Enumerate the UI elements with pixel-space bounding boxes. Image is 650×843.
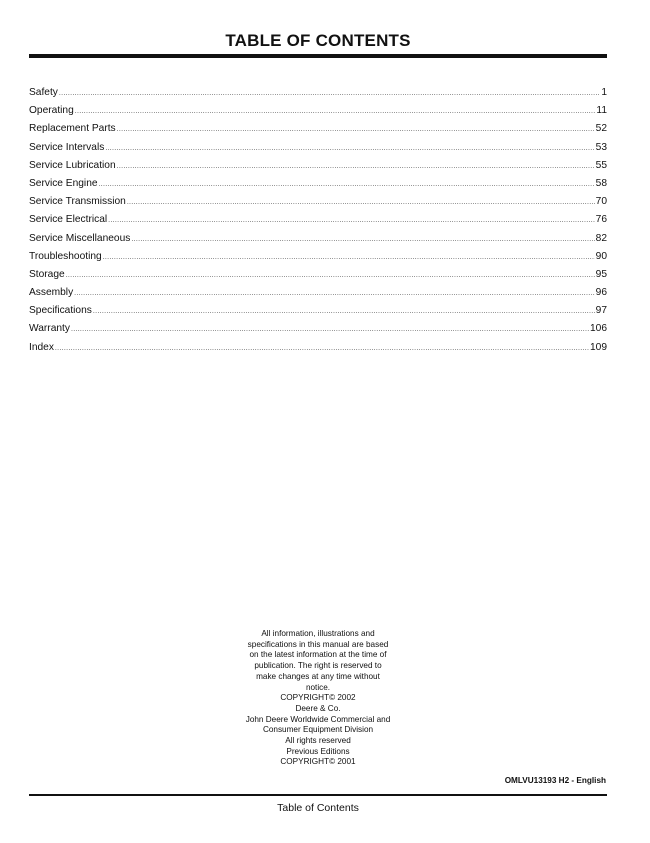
toc-page-number: 1 — [601, 87, 607, 98]
toc-leader-dots — [59, 85, 600, 103]
toc-page-number: 11 — [596, 105, 607, 117]
notice-line: publication. The right is reserved to — [254, 661, 382, 671]
toc-leader-dots — [117, 158, 595, 176]
toc-label: Service Engine — [29, 177, 98, 189]
toc-page-number: 76 — [595, 214, 607, 226]
notice-line: COPYRIGHT© 2002 — [280, 693, 356, 703]
toc-entry-safety[interactable] — [29, 84, 607, 102]
toc-leader-dots — [55, 340, 589, 358]
notice-line: COPYRIGHT© 2001 — [280, 757, 356, 767]
notice-line: Deere & Co. — [295, 703, 341, 713]
toc-page-number: 52 — [595, 123, 607, 135]
toc-page-number: 96 — [595, 287, 607, 299]
toc-entry-service-engine[interactable] — [29, 175, 607, 193]
toc-entry-operating[interactable] — [29, 102, 607, 120]
toc-label: Service Lubrication — [29, 159, 116, 171]
notice-line: Consumer Equipment Division — [262, 725, 374, 735]
toc-leader-dots — [117, 121, 595, 139]
toc-entry-index[interactable] — [29, 339, 607, 357]
page-footer: Table of Contents — [277, 802, 359, 814]
notice-line: John Deere Worldwide Commercial and — [245, 714, 391, 724]
toc-label: Service Transmission — [29, 196, 126, 208]
toc-leader-dots — [131, 231, 594, 249]
page-title: TABLE OF CONTENTS — [225, 31, 411, 50]
toc-leader-dots — [127, 194, 595, 212]
toc-page-number: 106 — [590, 323, 607, 335]
toc-page-number: 53 — [595, 141, 607, 153]
toc-entry-specifications[interactable] — [29, 302, 607, 320]
toc-leader-dots — [108, 212, 595, 230]
footer-rule — [29, 794, 607, 796]
toc-entry-service-electrical[interactable] — [29, 211, 607, 229]
toc-leader-dots — [74, 285, 594, 303]
title-rule — [29, 54, 607, 58]
toc-page-number: 58 — [595, 177, 607, 189]
toc-entry-warranty[interactable] — [29, 320, 607, 338]
toc-entry-service-lubrication[interactable] — [29, 157, 607, 175]
toc-entry-storage[interactable] — [29, 266, 607, 284]
toc-entry-service-miscellaneous[interactable] — [29, 230, 607, 248]
toc-entry-service-intervals[interactable] — [29, 139, 607, 157]
toc-label: Assembly — [29, 287, 74, 299]
toc-entry-troubleshooting[interactable] — [29, 248, 607, 266]
toc-label: Warranty — [29, 323, 70, 335]
notice-line: notice. — [305, 682, 331, 692]
toc-entry-service-transmission[interactable] — [29, 193, 607, 211]
toc-leader-dots — [66, 267, 595, 285]
toc-label: Service Intervals — [29, 141, 105, 153]
toc-leader-dots — [93, 303, 595, 321]
toc-page-number: 97 — [595, 305, 607, 317]
toc-leader-dots — [75, 103, 596, 121]
table-of-contents — [29, 84, 607, 357]
toc-leader-dots — [105, 140, 594, 158]
toc-label: Index — [29, 341, 54, 353]
notice-line: Previous Editions — [286, 746, 350, 756]
toc-label: Specifications — [29, 305, 92, 317]
toc-page-number: 90 — [595, 250, 607, 262]
notice-line: All information, illustrations and — [261, 629, 375, 638]
toc-label: Storage — [29, 268, 65, 280]
toc-leader-dots — [71, 321, 589, 339]
toc-page-number: 82 — [595, 232, 607, 244]
toc-label: Service Electrical — [29, 214, 108, 226]
toc-label: Service Miscellaneous — [29, 232, 131, 244]
toc-page-number: 109 — [590, 341, 607, 353]
toc-label: Replacement Parts — [29, 123, 116, 135]
toc-page-number: 55 — [595, 159, 607, 171]
toc-leader-dots — [99, 176, 595, 194]
toc-label: Operating — [29, 105, 74, 117]
toc-page-number: 95 — [595, 268, 607, 280]
notice-line: All rights reserved — [285, 736, 351, 746]
document-id: OMLVU13193 H2 - English — [504, 776, 606, 785]
notice-line: specifications in this manual are based — [247, 639, 389, 649]
toc-entry-replacement-parts[interactable] — [29, 120, 607, 138]
toc-entry-assembly[interactable] — [29, 284, 607, 302]
toc-label: Safety — [29, 87, 58, 98]
toc-label: Troubleshooting — [29, 250, 102, 262]
copyright-notice — [218, 629, 418, 768]
notice-line: on the latest information at the time of — [249, 650, 387, 660]
toc-leader-dots — [103, 249, 595, 267]
toc-page-number: 70 — [595, 196, 607, 208]
notice-line: make changes at any time without — [256, 671, 380, 681]
